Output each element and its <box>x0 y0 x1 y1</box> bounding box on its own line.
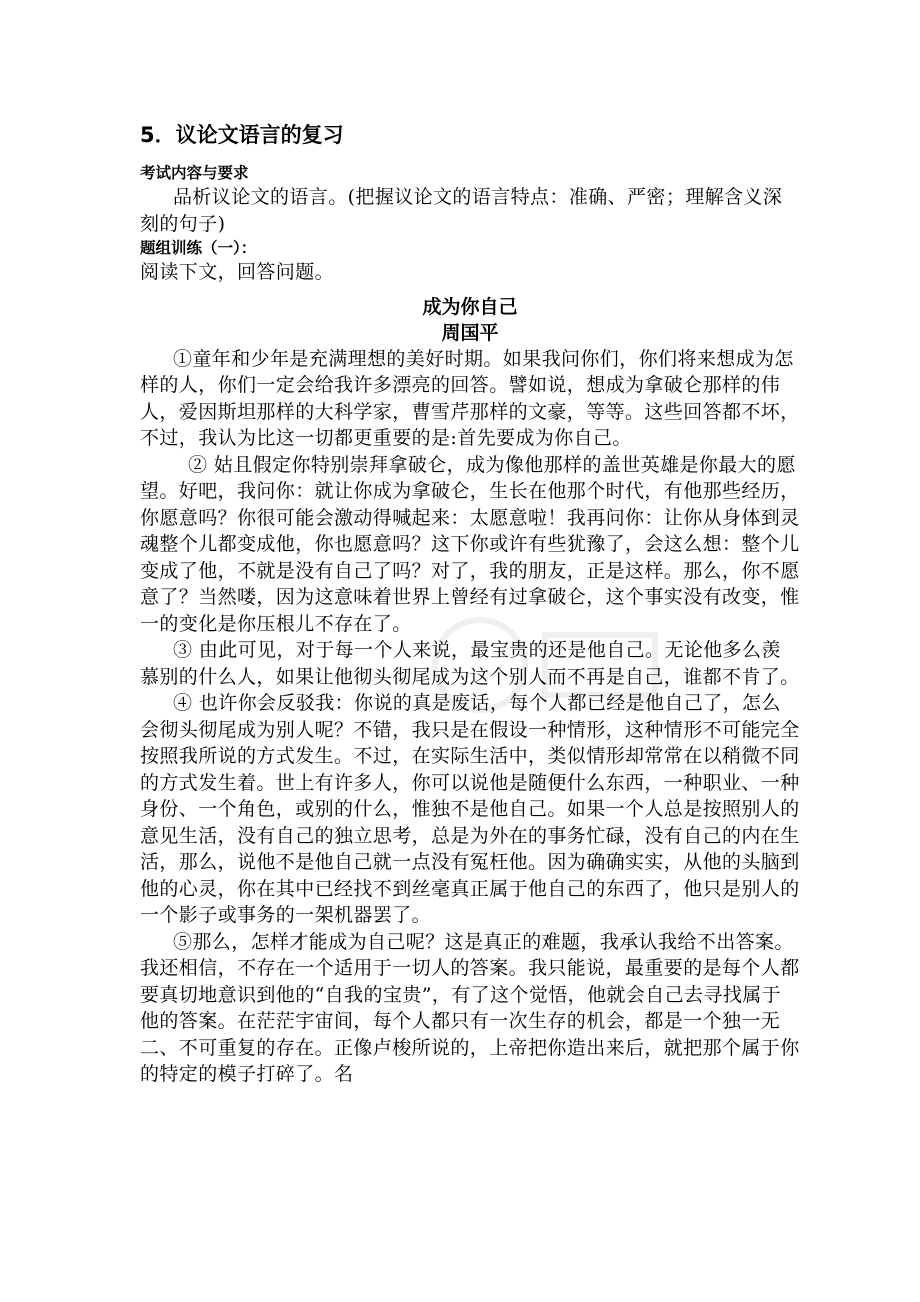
exam-requirements-text: 品析议论文的语言。(把握议论文的语言特点：准确、严密；理解含义深刻的句子) <box>140 186 783 235</box>
document-page <box>140 120 800 1088</box>
reading-instruction: 阅读下文，回答问题。 <box>140 261 335 283</box>
article-paragraph-3: ③ 由此可见，对于每一个人来说，最宝贵的还是他自己。无论他多么羡慕别的什么人，如果让他彻头彻尾成为这个别人而不再是自己，谁都不肯了。 <box>140 639 800 688</box>
article-paragraph-2: ② 姑且假定你特别崇拜拿破仑，成为像他那样的盖世英雄是你最大的愿望。好吧，我问你：就让你成为拿破仑，生长在他那个时代，有他那些经历，你愿意吗？你很可能会激动得喊起来：太愿意啦！我再问你：让你从身体到灵魂整个儿都变成他，你也愿意吗？这下你或许有些犹豫了，会这么想：整个儿变成了他，不就是没有自己了吗？对了，我的朋友，正是这样。那么，你不愿意了？当然喽，因为这意味着世界上曾经有过拿破仑，这个事实没有改变，惟一的变化是你压根儿不存在了。 <box>140 453 800 635</box>
article-paragraph-1: ①童年和少年是充满理想的美好时期。如果我问你们，你们将来想成为怎样的人，你们一定会给我许多漂亮的回答。譬如说，想成为拿破仑那样的伟人，爱因斯坦那样的大科学家，曹雪芹那样的文豪，等等。这些回答都不坏，不过，我认为比这一切都更重要的是:首先要成为你自己。 <box>140 347 800 449</box>
article-title: 成为你自己 <box>422 295 518 318</box>
article-author: 周国平 <box>441 321 499 344</box>
article-paragraph-5: ⑤那么，怎样才能成为自己呢？这是真正的难题，我承认我给不出答案。我还相信，不存在一个适用于一切人的答案。我只能说，最重要的是每个人都要真切地意识到他的“自我的宝贵”，有了这个觉悟，他就会自己去寻找属于他的答案。在茫茫宇宙间，每个人都只有一次生存的机会，都是一个独一无二、不可重复的存在。正像卢梭所说的，上帝把你造出来后，就把那个属于你的特定的模子打碎了。名 <box>140 930 800 1085</box>
article-paragraph-4: ④ 也许你会反驳我：你说的真是废话，每个人都已经是他自己了，怎么会彻头彻尾成为别人呢？不错，我只是在假设一种情形，这种情形不可能完全按照我所说的方式发生。不过，在实际生活中，类似情形却常常在以稍微不同的方式发生着。世上有许多人，你可以说他是随便什么东西，一种职业、一种身份、一个角色，或别的什么，惟独不是他自己。如果一个人总是按照别人的意见生活，没有自己的独立思考，总是为外在的事务忙碌，没有自己的内在生活，那么，说他不是他自己就一点没有冤枉他。因为确确实实，从他的头脑到他的心灵，你在其中已经找不到丝毫真正属于他自己的东西了，他只是别人的一个影子或事务的一架机器罢了。 <box>140 692 800 926</box>
exam-requirements-label: 考试内容与要求 <box>140 164 249 182</box>
exercise-group-label: 题组训练（一）： <box>140 239 257 257</box>
section-title: 5．议论文语言的复习 <box>140 123 344 147</box>
